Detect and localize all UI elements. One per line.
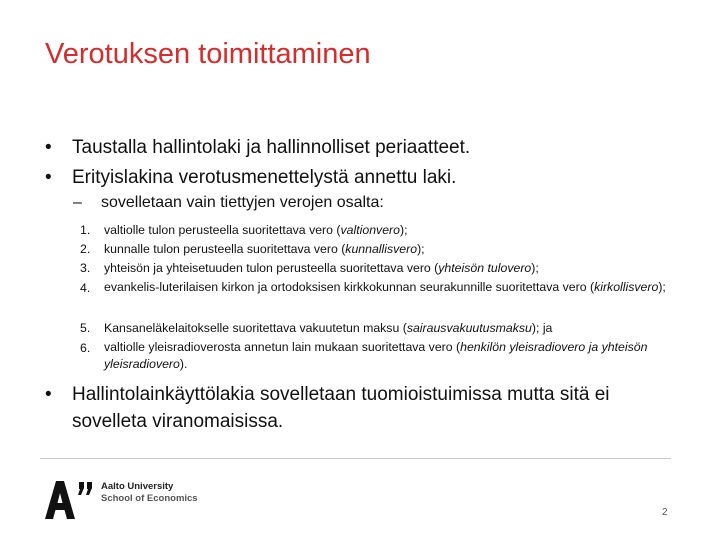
sub-bullet bbox=[73, 194, 384, 212]
page-number: 2 bbox=[662, 507, 668, 518]
slide-title: Verotuksen toimittaminen bbox=[45, 38, 371, 70]
bullet-text: Taustalla hallintolaki ja hallinnolliset periaatteet. bbox=[72, 137, 471, 158]
numbered-item bbox=[80, 339, 670, 373]
bullet-text: Erityislakina verotusmenettelystä annettu laki. bbox=[72, 167, 457, 188]
bullet-item bbox=[45, 133, 685, 163]
dash-marker: – bbox=[73, 194, 82, 211]
item-text: valtiolle tulon perusteella suoritettava vero (valtionvero); bbox=[104, 223, 408, 237]
item-text: yhteisön ja yhteisetuuden tulon perusteella suoritettava vero (yhteisön tulovero); bbox=[104, 261, 539, 275]
item-text: valtiolle yleisradioverosta annetun lain mukaan suoritettava vero (henkilön yleisradiovero ja yhteisön yleisradiovero). bbox=[104, 340, 648, 371]
numbered-item bbox=[80, 221, 670, 240]
item-number: 5. bbox=[80, 321, 91, 335]
item-text: kunnalle tulon perusteella suoritettava vero (kunnallisvero); bbox=[104, 242, 425, 256]
logo-university: Aalto University bbox=[101, 481, 174, 492]
footer-divider bbox=[40, 458, 671, 459]
bullet-item bbox=[45, 381, 675, 435]
aalto-logo-icon bbox=[45, 479, 95, 519]
item-number: 3. bbox=[80, 261, 91, 275]
item-number: 1. bbox=[80, 223, 91, 237]
bullet-item bbox=[45, 163, 685, 193]
numbered-item bbox=[80, 279, 670, 296]
bullet-marker: • bbox=[45, 384, 52, 405]
item-text: Kansaneläkelaitokselle suoritettava vakuutetun maksu (sairausvakuutusmaksu); ja bbox=[104, 321, 553, 335]
numbered-item bbox=[80, 259, 670, 278]
bullet-marker: • bbox=[45, 167, 52, 188]
sub-bullet-text: sovelletaan vain tiettyjen verojen osalta: bbox=[101, 194, 384, 211]
numbered-item bbox=[80, 319, 670, 338]
main-bullet-list bbox=[45, 133, 685, 193]
item-number: 2. bbox=[80, 242, 91, 256]
logo-school: School of Economics bbox=[101, 493, 198, 504]
item-text: evankelis-luterilaisen kirkon ja ortodoksisen kirkkokunnan seurakunnille suoritettava vero (kirkollisvero); bbox=[104, 280, 666, 294]
bullet-text: Hallintolainkäyttölakia sovelletaan tuomioistuimissa mutta sitä ei sovelleta viranomaisissa. bbox=[72, 384, 610, 432]
item-number: 4. bbox=[80, 281, 91, 295]
item-number: 6. bbox=[80, 341, 91, 355]
bullet-marker: • bbox=[45, 137, 52, 158]
logo-text bbox=[101, 481, 198, 505]
numbered-item bbox=[80, 240, 670, 259]
